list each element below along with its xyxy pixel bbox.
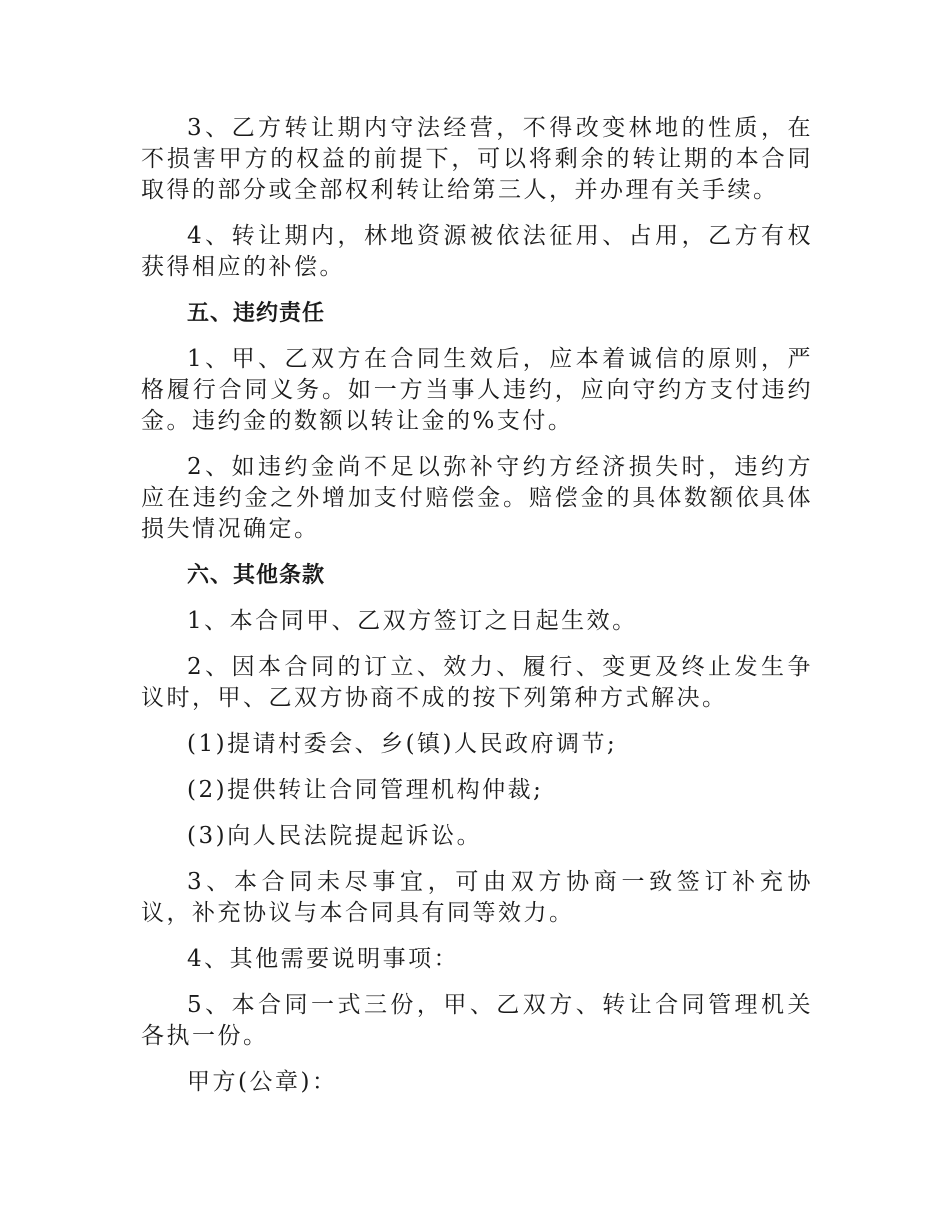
party-a-seal-line: 甲方(公章)： <box>187 1069 338 1095</box>
clause-6-3-supplementary: 3、本合同未尽事宜，可由双方协商一致签订补充协议，补充协议与本合同具有同等效力。 <box>141 869 813 926</box>
clause-4-4-compensation: 4、转让期内，林地资源被依法征用、占用，乙方有权获得相应的补偿。 <box>141 223 813 280</box>
dispute-option-3: (3)向人民法院提起诉讼。 <box>187 823 483 849</box>
clause-5-1-penalty: 1、甲、乙双方在合同生效后，应本着诚信的原则，严格履行合同义务。如一方当事人违约，应向守约方支付违约金。违约金的数额以转让金的%支付。 <box>141 346 813 434</box>
dispute-option-2: (2)提供转让合同管理机构仲裁; <box>187 777 544 803</box>
clause-6-1-effective-date: 1、本合同甲、乙双方签订之日起生效。 <box>187 608 638 634</box>
section-heading-breach-liability: 五、违约责任 <box>187 301 326 326</box>
clause-6-5-copies: 5、本合同一式三份，甲、乙双方、转让合同管理机关各执一份。 <box>141 992 813 1049</box>
section-heading-other-terms: 六、其他条款 <box>187 563 326 588</box>
document-page <box>141 113 813 1113</box>
dispute-option-1: (1)提请村委会、乡(镇)人民政府调节; <box>187 731 618 757</box>
clause-4-3-transfer-rights: 3、乙方转让期内守法经营，不得改变林地的性质，在不损害甲方的权益的前提下，可以将剩余的转让期的本合同取得的部分或全部权利转让给第三人，并办理有关手续。 <box>141 115 813 203</box>
clause-6-2-dispute-resolution: 2、因本合同的订立、效力、履行、变更及终止发生争议时，甲、乙双方协商不成的按下列第种方式解决。 <box>141 654 813 711</box>
clause-5-2-damages: 2、如违约金尚不足以弥补守约方经济损失时，违约方应在违约金之外增加支付赔偿金。赔偿金的具体数额依具体损失情况确定。 <box>141 454 813 542</box>
clause-6-4-other-matters: 4、其他需要说明事项： <box>187 946 460 972</box>
